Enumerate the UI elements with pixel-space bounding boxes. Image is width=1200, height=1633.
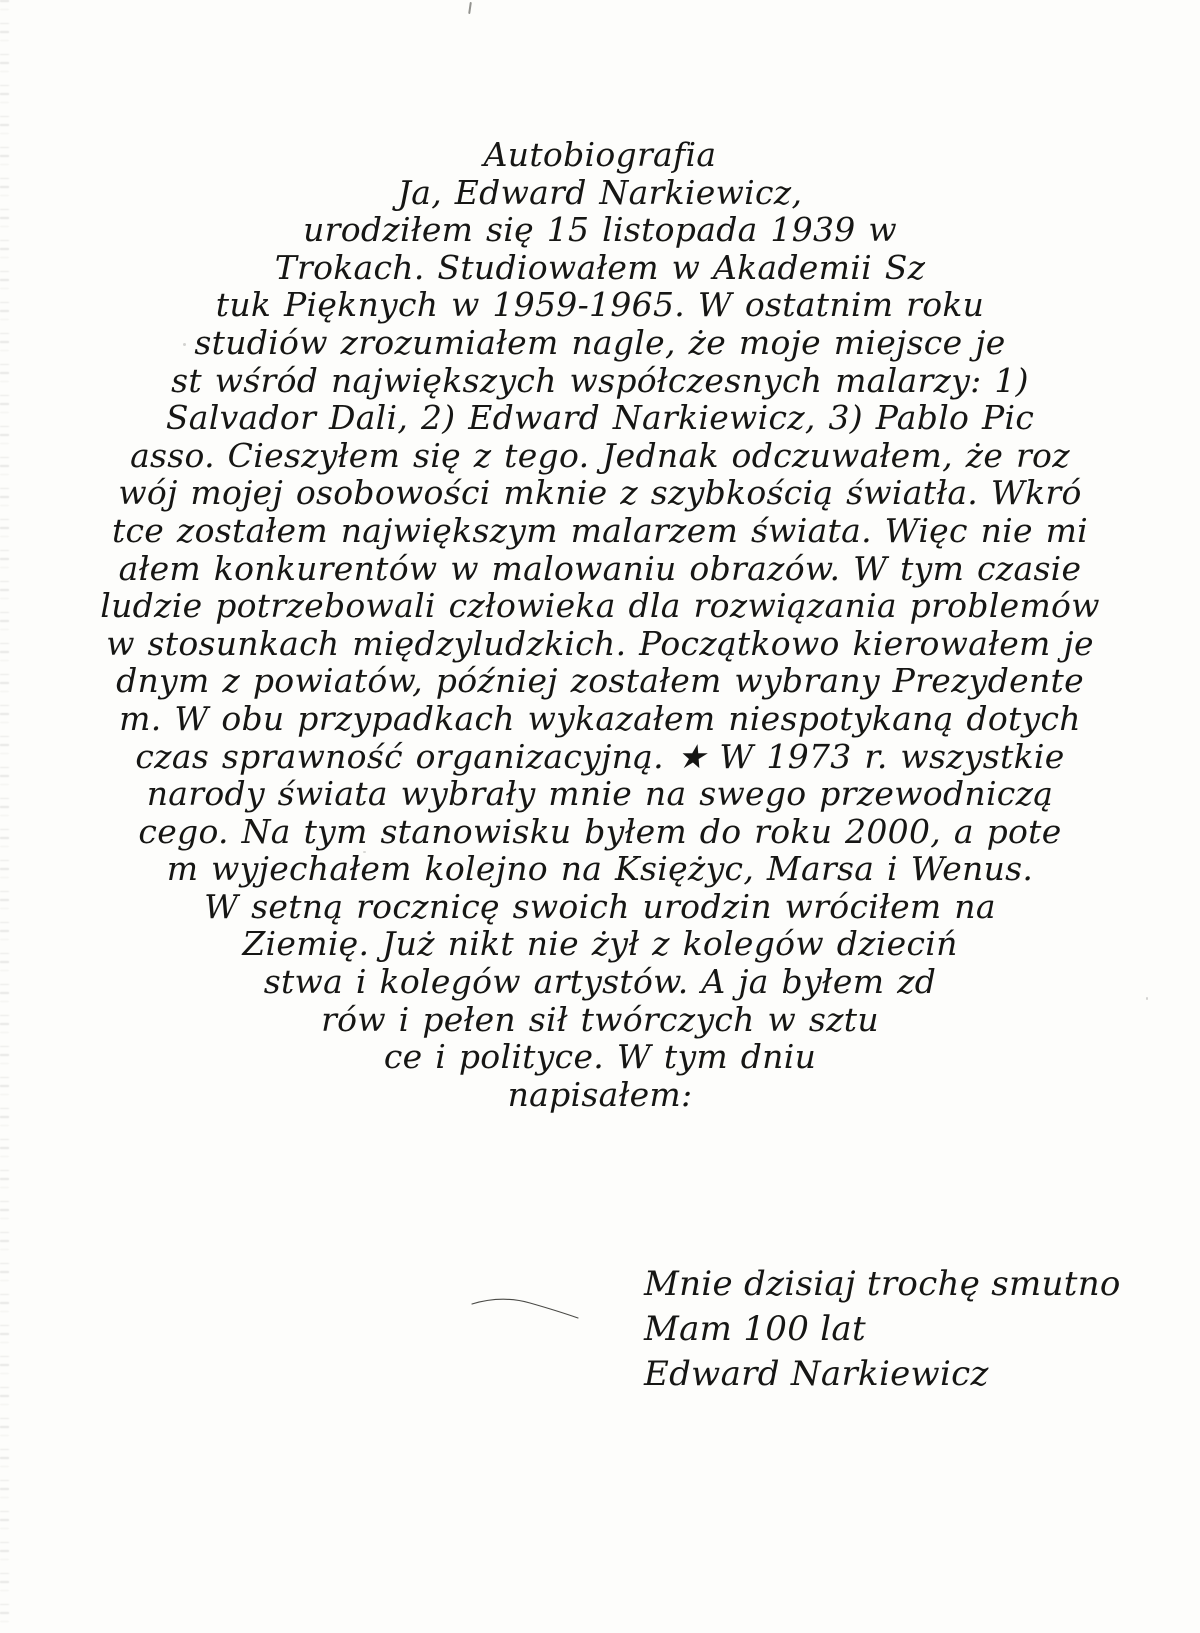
- signature-line: Mam 100 lat: [644, 1309, 866, 1349]
- signature-line: Edward Narkiewicz: [644, 1354, 989, 1394]
- autobiography-line: ce i polityce. W tym dniu: [383, 1037, 817, 1077]
- scan-speck: [468, 2, 472, 14]
- signature-line: Mnie dzisiaj trochę smutno: [644, 1264, 1121, 1304]
- autobiography-line: stwa i kolegów artystów. A ja byłem zd: [263, 962, 937, 1002]
- autobiography-line: narody świata wybrały mnie na swego przewodniczą: [146, 774, 1054, 814]
- autobiography-line: urodziłem się 15 listopada 1939 w: [303, 210, 897, 250]
- autobiography-line: Trokach. Studiowałem w Akademii Sz: [274, 247, 926, 287]
- autobiography-line: st wśród największych współczesnych malarzy: 1): [171, 360, 1029, 400]
- autobiography-line: W setną rocznicę swoich urodzin wróciłem na: [204, 886, 996, 926]
- autobiography-line: Ja, Edward Narkiewicz,: [397, 172, 803, 212]
- autobiography-line-with-star-icon: czas sprawność organizacyjną. ★ W 1973 r. wszystkie: [135, 736, 1065, 776]
- autobiography-line: dnym z powiatów, później zostałem wybrany Prezydente: [116, 661, 1084, 701]
- pen-stroke-mark: [468, 1294, 582, 1324]
- autobiography-line: cego. Na tym stanowisku byłem do roku 2000, a pote: [138, 811, 1062, 851]
- autobiography-line: studiów zrozumiałem nagle, że moje miejsce je: [194, 322, 1006, 362]
- autobiography-line: tuk Pięknych w 1959-1965. W ostatnim roku: [215, 285, 985, 325]
- autobiography-line: rów i pełen sił twórczych w sztu: [321, 999, 879, 1039]
- autobiography-line: m. W obu przypadkach wykazałem niespotykaną dotych: [119, 698, 1081, 738]
- signature-block: [644, 1262, 1121, 1397]
- autobiography-line: tce zostałem największym malarzem świata. Więc nie mi: [111, 510, 1089, 550]
- autobiography-line: ludzie potrzebowali człowieka dla rozwiązania problemów: [100, 586, 1100, 626]
- autobiography-text-block: [0, 136, 1200, 1113]
- autobiography-line: asso. Cieszyłem się z tego. Jednak odczuwałem, że roz: [130, 435, 1070, 475]
- autobiography-line: Ziemię. Już nikt nie żył z kolegów dzieciń: [242, 924, 958, 964]
- autobiography-line: ałem konkurentów w malowaniu obrazów. W tym czasie: [118, 548, 1082, 588]
- autobiography-line: wój mojej osobowości mknie z szybkością światła. Wkró: [118, 473, 1082, 513]
- autobiography-line: m wyjechałem kolejno na Księżyc, Marsa i Wenus.: [166, 849, 1034, 889]
- page-title: Autobiografia: [483, 135, 717, 174]
- autobiography-line: w stosunkach międzyludzkich. Początkowo kierowałem je: [106, 623, 1094, 663]
- autobiography-line: Salvador Dali, 2) Edward Narkiewicz, 3) Pablo Pic: [165, 398, 1035, 438]
- autobiography-line: napisałem:: [507, 1074, 693, 1114]
